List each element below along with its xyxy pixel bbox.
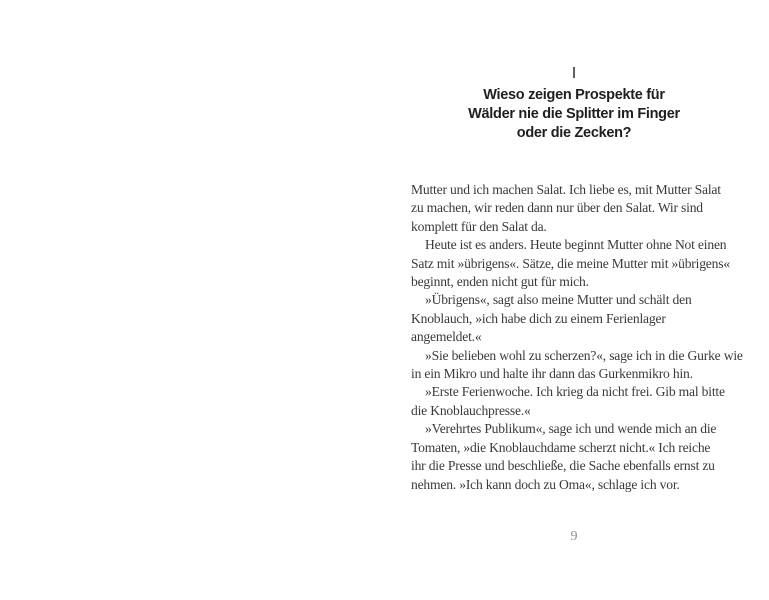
chapter-body xyxy=(411,181,763,494)
chapter-title-line: Wälder nie die Splitter im Finger xyxy=(468,106,680,122)
chapter-title xyxy=(404,86,744,143)
body-line: in ein Mikro und halte ihr dann das Gurkenmikro hin. xyxy=(411,366,693,382)
body-line: ihr die Presse und beschließe, die Sache ebenfalls ernst zu xyxy=(411,458,715,474)
body-line: »Verehrtes Publikum«, sage ich und wende mich an die xyxy=(425,421,717,437)
body-line: zu machen, wir reden dann nur über den Salat. Wir sind xyxy=(411,200,703,216)
body-line: Mutter und ich machen Salat. Ich liebe es, mit Mutter Salat xyxy=(411,182,721,197)
body-line: Satz mit »übrigens«. Sätze, die meine Mutter mit »übrigens« xyxy=(411,255,730,271)
body-line: beginnt, enden nicht gut für mich. xyxy=(411,274,589,290)
body-line: Tomaten, »die Knoblauchdame scherzt nicht.« Ich reiche xyxy=(411,439,711,455)
body-line: die Knoblauchpresse.« xyxy=(411,402,531,418)
body-line: Heute ist es anders. Heute beginnt Mutter ohne Not einen xyxy=(425,237,727,253)
body-line: angemeldet.« xyxy=(411,329,482,345)
chapter-title-line: Wieso zeigen Prospekte für xyxy=(483,87,665,103)
body-line: »Sie belieben wohl zu scherzen?«, sage ich in die Gurke wie xyxy=(425,347,743,363)
page-number: 9 xyxy=(570,529,578,544)
chapter-title-line: oder die Zecken? xyxy=(516,125,632,141)
chapter-number: I xyxy=(571,65,577,82)
body-line: »Übrigens«, sagt also meine Mutter und schält den xyxy=(425,292,692,308)
body-line: nehmen. »Ich kann doch zu Oma«, schlage ich vor. xyxy=(411,476,680,492)
body-line: komplett für den Salat da. xyxy=(411,218,547,234)
body-line: »Erste Ferienwoche. Ich krieg da nicht frei. Gib mal bitte xyxy=(425,384,725,400)
body-line: Knoblauch, »ich habe dich zu einem Ferienlager xyxy=(411,310,666,326)
